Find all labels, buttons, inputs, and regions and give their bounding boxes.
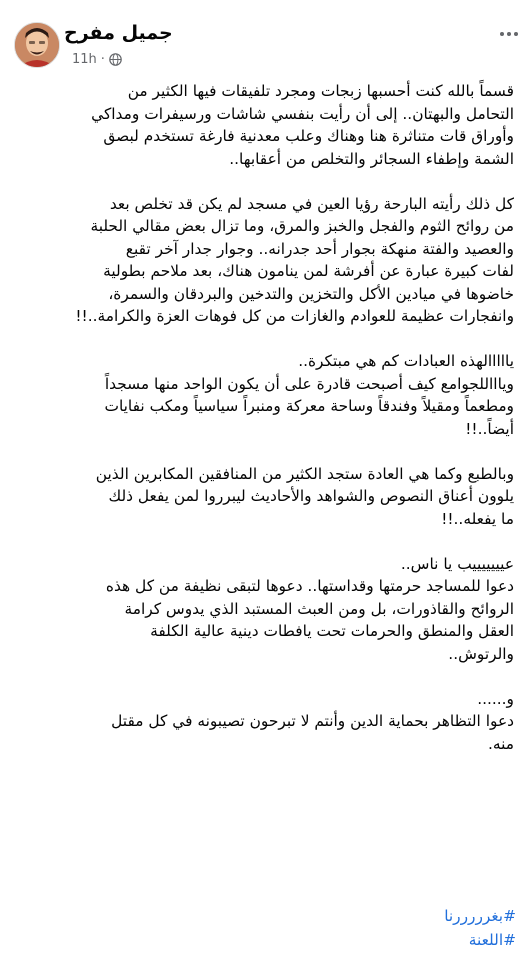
avatar[interactable] bbox=[14, 22, 60, 68]
hashtag-link[interactable]: #بغرررررنا bbox=[444, 907, 516, 925]
meta-separator: · bbox=[100, 52, 105, 67]
post-paragraph: قسماً بالله كنت أحسبها زبجات ومجرد تلفيقات فيها الكثير من التحامل والبهتان.. إلى أن رأيت بنفسي شاشات ورسيفرات ومداكي وأوراق قات متناثرة هنا وهناك وعلب معدنية فارغة تستخدم لبصق الشمة وإطفاء السجائر والتخلص من أعقابها.. bbox=[91, 82, 514, 168]
post-paragraph: وبالطبع وكما هي العادة ستجد الكثير من المنافقين المكابرين الذين يلوون أعناق النصوص والشواهد والأحاديث ليبرروا لمن يفعل ذلك ما يفعله..!! bbox=[95, 464, 514, 528]
hashtag-link[interactable]: #اللعنة bbox=[468, 931, 516, 949]
post-text bbox=[10, 80, 514, 778]
hashtag-list bbox=[444, 904, 516, 952]
post-paragraph: يااااالهذه العبادات كم هي مبتكرة.. وياااللجوامع كيف أصبحت قادرة على أن يكون الواحد منها مسجداً ومطعماً ومقيلاً وفندقاً وساحة معركة ومنبراً سياسياً ومكب نفايات أيضاً..!! bbox=[104, 352, 514, 438]
globe-icon[interactable] bbox=[109, 53, 122, 66]
author-name[interactable]: جميل مفرح bbox=[64, 22, 173, 44]
post-paragraph: عيييييييب يا ناس.. دعوا للمساجد حرمتها وقداستها.. دعوها لتبقى نظيفة من كل هذه الروائح والقاذورات، بل ومن العبث المستبد الذي يدوس كرامة العقل والمنطق والحرمات تحت يافطات دينية عالية الكلفة والرتوش.. bbox=[105, 554, 514, 663]
post-timestamp[interactable]: 11h bbox=[72, 52, 97, 67]
post-header bbox=[0, 20, 528, 76]
more-options-icon[interactable] bbox=[496, 24, 522, 44]
post-paragraph: كل ذلك رأيته البارحة رؤيا العين في مسجد لم يكن قد تخلص بعد من روائح الثوم والفجل والخبز والمرق، وما تزال بعض مقالي الحلبة والعصيد والفتة منهكة بجوار أحد جدرانه.. وجوار جدار آخر تقبع لفات كبيرة عبارة عن أفرشة لمن ينامون هناك، بعد ملاحم بطولية خاضوها في ميادين الأكل والتخزين والتدخين والبردقان والسمرة، وانفجارات عظيمة للعوادم والغازات من كل فوهات العزة والكرامة..!! bbox=[75, 194, 514, 325]
post-meta bbox=[72, 52, 122, 67]
post-paragraph: و...... دعوا التظاهر بحماية الدين وأنتم لا تبرحون تصيبونه في كل مقتل منه. bbox=[111, 689, 514, 753]
avatar-portrait-icon bbox=[15, 23, 59, 67]
